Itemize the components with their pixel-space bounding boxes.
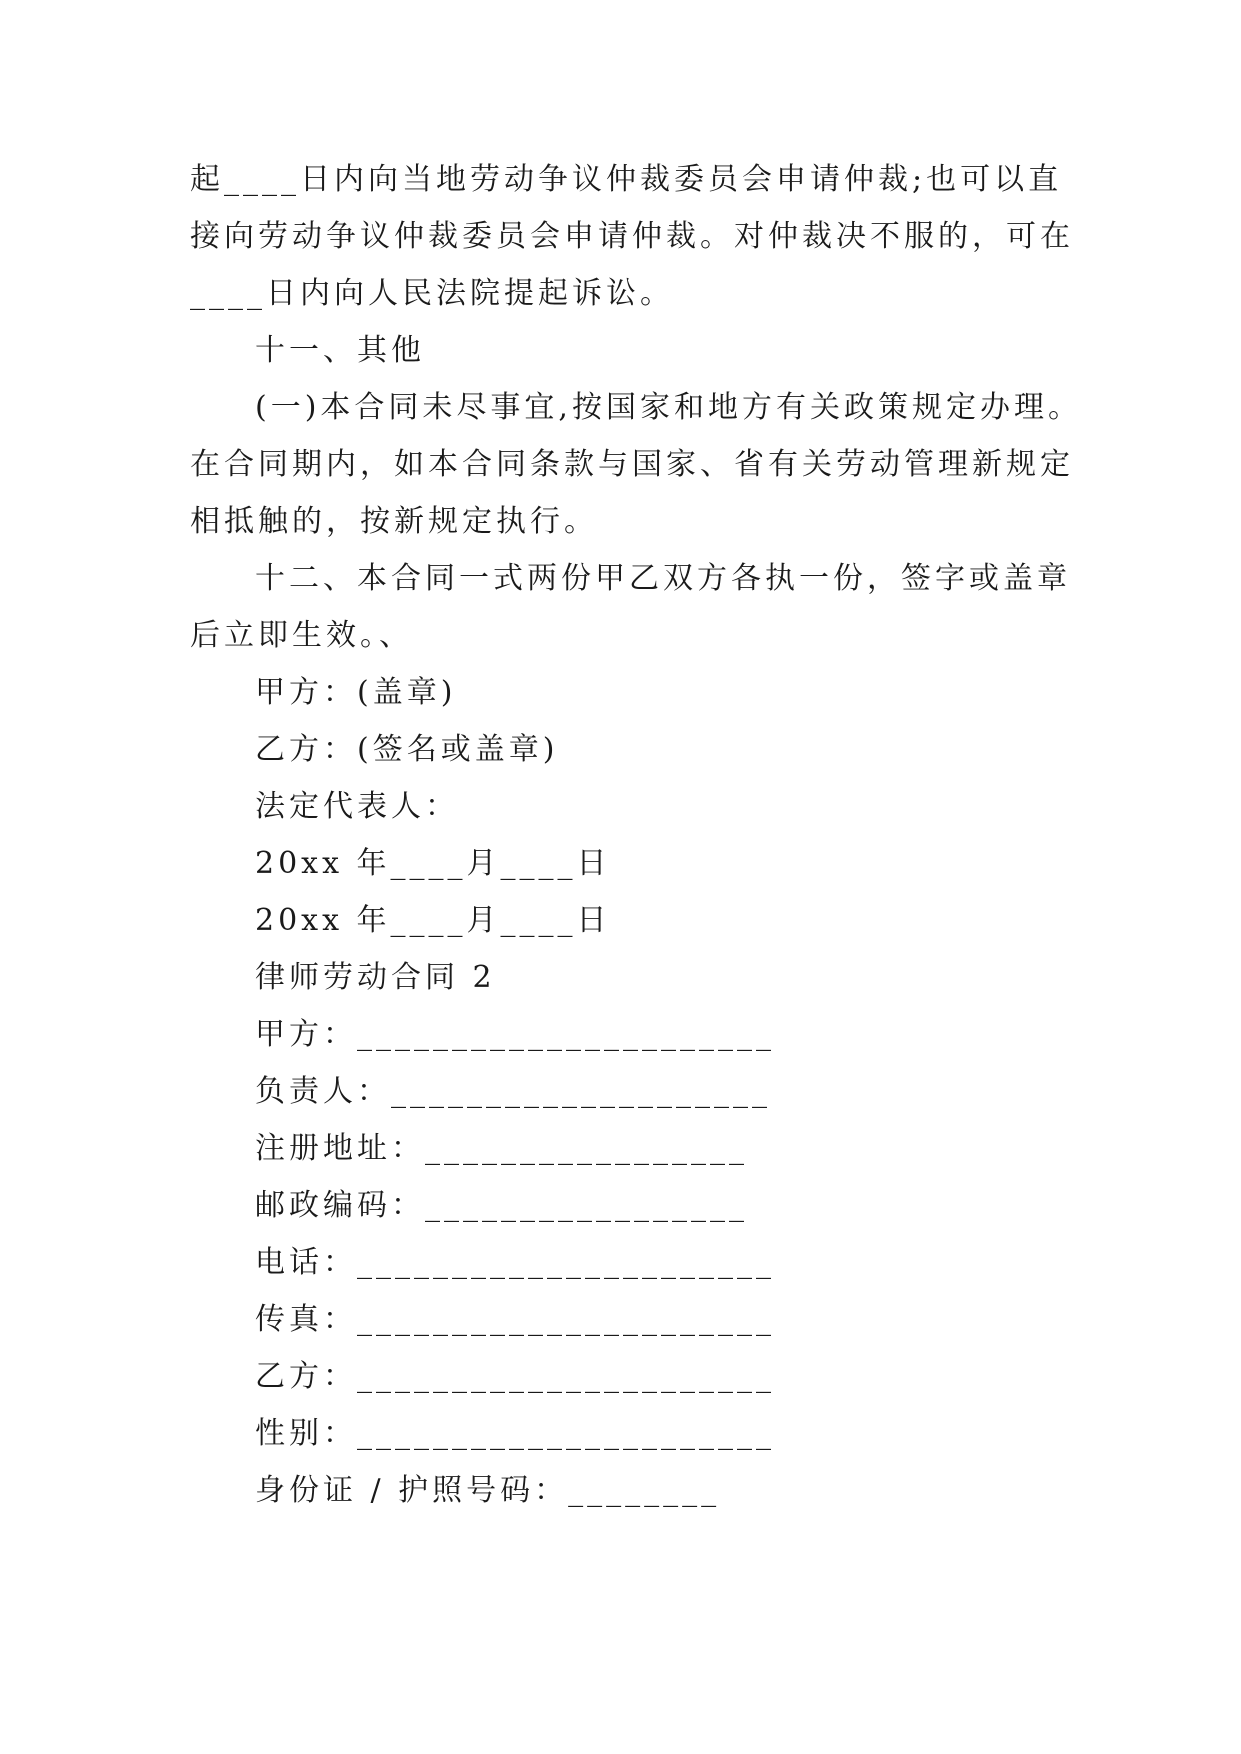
- form-field-fax: 传真：______________________: [255, 1302, 775, 1337]
- form-field-phone: 电话：______________________: [255, 1245, 775, 1280]
- date-line: 20xx 年____月____日: [255, 846, 611, 881]
- form-field-registered-address: 注册地址：_________________: [255, 1131, 748, 1166]
- paragraph-line: ____日内向人民法院提起诉讼。: [190, 276, 674, 311]
- section-heading: 十一、其他: [255, 333, 425, 368]
- paragraph-line: 后立即生效。、: [190, 618, 413, 653]
- signature-party-a: 甲方：(盖章): [255, 675, 457, 710]
- form-field-responsible-person: 负责人：____________________: [255, 1074, 771, 1109]
- section-heading: 十二、本合同一式两份甲乙双方各执一份，签字或盖章: [255, 561, 1071, 596]
- paragraph-line: 相抵触的，按新规定执行。: [190, 504, 598, 539]
- form-field-postal-code: 邮政编码：_________________: [255, 1188, 748, 1223]
- date-line: 20xx 年____月____日: [255, 903, 611, 938]
- form-field-party-a: 甲方：______________________: [255, 1017, 775, 1052]
- document-title: 律师劳动合同 2: [255, 960, 496, 995]
- paragraph-line: 接向劳动争议仲裁委员会申请仲裁。对仲裁决不服的，可在: [190, 219, 1074, 254]
- form-field-party-b: 乙方：______________________: [255, 1359, 775, 1394]
- paragraph-line: (一)本合同未尽事宜,按国家和地方有关政策规定办理。: [255, 390, 1082, 425]
- paragraph-line: 在合同期内，如本合同条款与国家、省有关劳动管理新规定: [190, 447, 1074, 482]
- signature-party-b: 乙方：(签名或盖章): [255, 732, 559, 767]
- form-field-id-passport: 身份证 / 护照号码：________: [255, 1473, 721, 1508]
- form-field-gender: 性别：______________________: [255, 1416, 775, 1451]
- paragraph-line: 起____日内向当地劳动争议仲裁委员会申请仲裁;也可以直: [190, 162, 1063, 197]
- legal-representative: 法定代表人：: [255, 789, 459, 824]
